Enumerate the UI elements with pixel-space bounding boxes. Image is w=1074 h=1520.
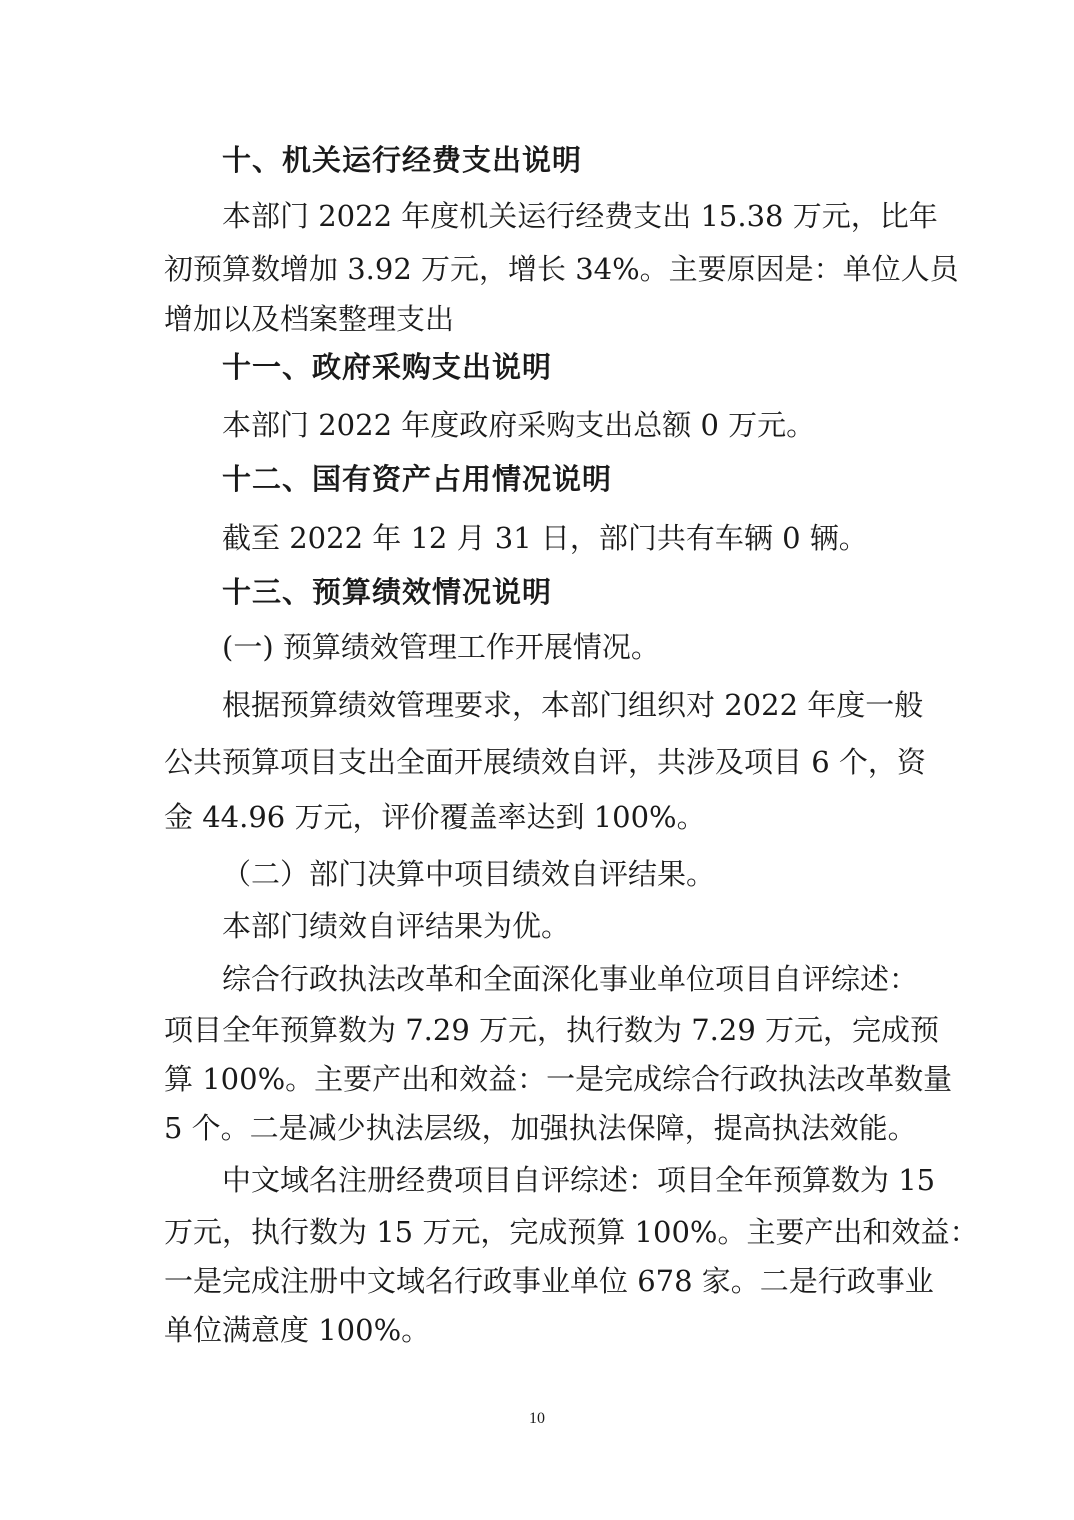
section-13-sub2-line-7: 万元，执行数为 15 万元，完成预算 100%。主要产出和效益： <box>164 1215 979 1249</box>
section-13-sub2-title: （二）部门决算中项目绩效自评结果。 <box>222 857 716 891</box>
section-10-line-2: 初预算数增加 3.92 万元，增长 34%。主要原因是：单位人员 <box>164 252 959 286</box>
section-13-sub1-line-1: 根据预算绩效管理要求，本部门组织对 2022 年度一般 <box>222 688 924 722</box>
section-13-sub2-line-8: 一是完成注册中文域名行政事业单位 678 家。二是行政事业 <box>164 1264 934 1298</box>
section-13-sub2-line-9: 单位满意度 100%。 <box>164 1313 431 1347</box>
section-13-sub1-line-2: 公共预算项目支出全面开展绩效自评，共涉及项目 6 个，资 <box>164 745 926 779</box>
section-12-heading: 十二、国有资产占用情况说明 <box>222 462 613 496</box>
section-11-heading: 十一、政府采购支出说明 <box>222 350 553 384</box>
section-13-sub2-line-1: 本部门绩效自评结果为优。 <box>222 909 571 943</box>
section-11-line-1: 本部门 2022 年度政府采购支出总额 0 万元。 <box>222 408 816 442</box>
section-10-line-1: 本部门 2022 年度机关运行经费支出 15.38 万元，比年 <box>222 199 938 233</box>
section-13-sub2-line-4: 算 100%。主要产出和效益：一是完成综合行政执法改革数量 <box>164 1062 953 1096</box>
page-number: 10 <box>529 1410 545 1427</box>
section-10-line-3: 增加以及档案整理支出 <box>164 302 455 336</box>
section-12-line-1: 截至 2022 年 12 月 31 日，部门共有车辆 0 辆。 <box>222 521 868 555</box>
section-13-heading: 十三、预算绩效情况说明 <box>222 575 553 609</box>
section-13-sub2-line-3: 项目全年预算数为 7.29 万元，执行数为 7.29 万元，完成预 <box>164 1013 940 1047</box>
section-13-sub2-line-5: 5 个。二是减少执法层级，加强执法保障，提高执法效能。 <box>164 1111 917 1145</box>
section-10-heading: 十、机关运行经费支出说明 <box>222 143 583 177</box>
section-13-sub2-line-6: 中文域名注册经费项目自评综述：项目全年预算数为 15 <box>222 1163 936 1197</box>
section-13-sub2-line-2: 综合行政执法改革和全面深化事业单位项目自评综述： <box>222 962 919 996</box>
section-13-sub1-title: (一) 预算绩效管理工作开展情况。 <box>222 630 660 664</box>
section-13-sub1-line-3: 金 44.96 万元，评价覆盖率达到 100%。 <box>164 800 706 834</box>
